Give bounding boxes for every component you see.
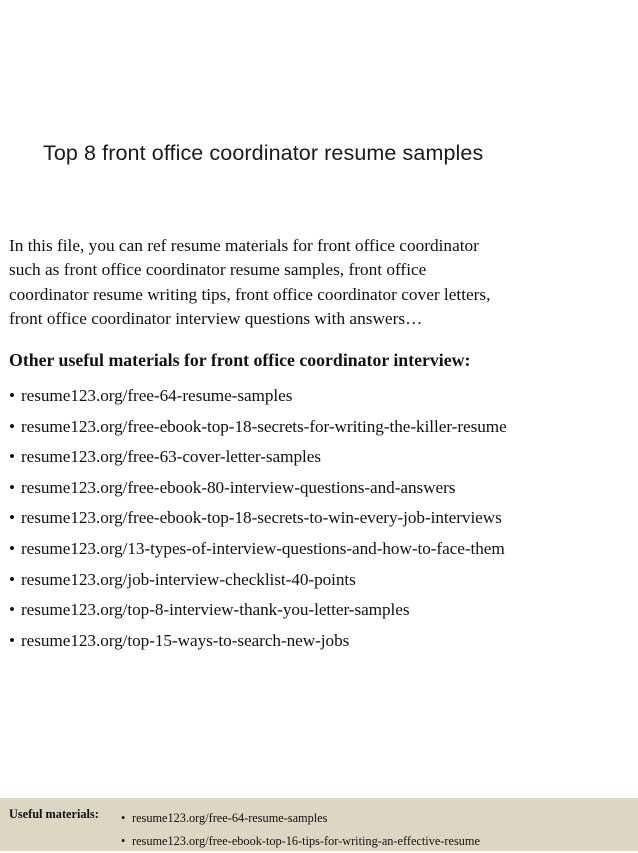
list-item [9,503,637,534]
footer-label-text: Useful materials [9,807,95,821]
resource-link[interactable]: resume123.org/top-15-ways-to-search-new-jobs [21,630,350,650]
resource-link[interactable]: resume123.org/top-8-interview-thank-you-letter-samples [21,600,410,620]
list-item [9,595,637,626]
page-title: Top 8 front office coordinator resume samples [43,141,484,165]
footer-bar [0,798,638,851]
bullet-icon: • [9,630,15,650]
bullet-icon: • [9,416,15,436]
footer-link[interactable]: resume123.org/free-ebook-top-16-tips-for-writing-an-effective-resume [132,834,480,848]
intro-line: coordinator resume writing tips, front office coordinator cover letters, [9,284,491,304]
footer-link[interactable]: resume123.org/free-64-resume-samples [132,811,328,825]
list-item [9,565,637,596]
bullet-icon: • [9,477,15,497]
resource-link[interactable]: resume123.org/free-64-resume-samples [21,386,293,405]
materials-link-list [9,381,637,656]
bullet-icon: • [121,834,126,848]
bullet-icon: • [9,600,15,620]
footer-link-list [121,807,480,853]
resource-link[interactable]: resume123.org/free-ebook-top-18-secrets-to-win-every-job-interviews [21,508,502,528]
footer-label-separator: : [94,807,99,821]
list-item [121,830,480,853]
bullet-icon: • [9,447,15,467]
resource-link[interactable]: resume123.org/free-ebook-80-interview-questions-and-answers [21,477,456,497]
bullet-icon: • [9,386,15,405]
bullet-icon: • [9,508,15,528]
intro-paragraph [9,234,631,332]
list-item [9,626,637,657]
bullet-icon: • [9,538,15,558]
list-item [9,473,637,504]
intro-line: such as front office coordinator resume samples, front office [9,260,427,280]
list-item [9,381,637,412]
resource-link[interactable]: resume123.org/free-ebook-top-18-secrets-for-writing-the-killer-resume [21,416,507,436]
resource-link[interactable]: resume123.org/free-63-cover-letter-samples [21,447,321,467]
intro-line: front office coordinator interview questions with answers… [9,309,423,329]
bullet-icon: • [121,811,126,825]
resource-link[interactable]: resume123.org/13-types-of-interview-questions-and-how-to-face-them [21,538,505,558]
resource-link[interactable]: resume123.org/job-interview-checklist-40-points [21,569,356,589]
footer-label [9,807,99,822]
bullet-icon: • [9,569,15,589]
list-item [121,807,480,830]
materials-subheading: Other useful materials for front office coordinator interview: [9,350,471,370]
list-item [9,442,637,473]
intro-line: In this file, you can ref resume materials for front office coordinator [9,236,479,255]
list-item [9,412,637,443]
list-item [9,534,637,565]
